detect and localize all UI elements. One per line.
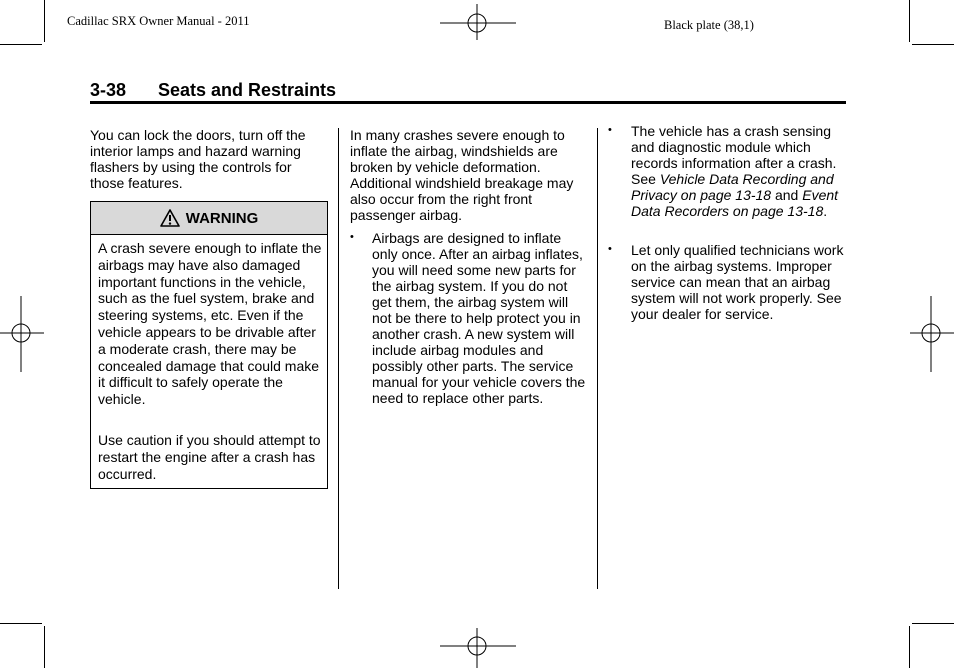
crop-mark: [44, 0, 45, 42]
crop-mark: [0, 44, 42, 45]
warning-exclamation-icon: [160, 209, 180, 227]
bullet-icon: •: [608, 124, 612, 136]
registration-mark-icon: [910, 296, 954, 372]
warning-box: [90, 201, 328, 489]
bullet-icon: •: [608, 243, 612, 255]
crop-mark: [909, 626, 910, 668]
crop-mark: [909, 0, 910, 42]
column-divider: [597, 128, 598, 589]
crop-mark: [0, 623, 42, 624]
column-divider: [338, 128, 339, 589]
cross-reference-link[interactable]: Vehicle Data Recording and Privacy on page 13-18: [631, 171, 834, 203]
registration-mark-icon: [0, 296, 44, 372]
registration-mark-icon: [440, 4, 516, 40]
windshield-paragraph: In many crashes severe enough to inflate the airbag, windshields are broken by vehicle deformation. Additional windshield breakage may also occur from the right front passenger airbag.: [350, 127, 574, 223]
list-item-text: Let only qualified technicians work on the airbag systems. Improper service can mean that an airbag system will not work properly. See your dealer for service.: [631, 242, 844, 322]
cross-reference-link[interactable]: Event Data Recorders on page 13-18: [631, 187, 839, 219]
crop-mark: [44, 626, 45, 668]
crop-mark: [912, 44, 954, 45]
plate-label: Black plate (38,1): [664, 18, 754, 32]
list-item-text: Airbags are designed to inflate only once. After an airbag inflates, you will need some new parts for the airbag system. If you do not get them, the airbag system will not be there to help protect you in another crash. A new system will include airbag modules and possibly other parts. The service manual for your vehicle covers the need to replace other parts.: [372, 230, 586, 406]
section-title: Seats and Restraints: [158, 80, 337, 100]
crop-mark: [912, 623, 954, 624]
page-number: 3-38: [90, 80, 127, 100]
registration-mark-icon: [440, 628, 516, 668]
manual-title: Cadillac SRX Owner Manual - 2011: [67, 14, 250, 28]
list-item-text: The vehicle has a crash sensing and diagnostic module which records information after a crash. See Vehicle Data Recording and Privacy on page 13-18 and Event Data Recorders on page 13-18.: [631, 123, 839, 219]
warning-title: WARNING: [185, 209, 259, 227]
bullet-icon: •: [350, 231, 354, 243]
title-rule: [90, 101, 846, 104]
intro-paragraph: You can lock the doors, turn off the interior lamps and hazard warning flashers by using the controls for those features.: [90, 127, 306, 191]
page-title: [90, 80, 336, 101]
warning-paragraph: A crash severe enough to inflate the airbags may have also damaged important functions in the vehicle, such as the fuel system, brake and steering systems, etc. Even if the vehicle appears to be drivable after a moderate crash, there may be concealed damage that could make it difficult to safely operate the vehicle.: [98, 240, 322, 408]
warning-header: [91, 202, 327, 235]
warning-paragraph: Use caution if you should attempt to restart the engine after a crash has occurred.: [98, 432, 321, 482]
